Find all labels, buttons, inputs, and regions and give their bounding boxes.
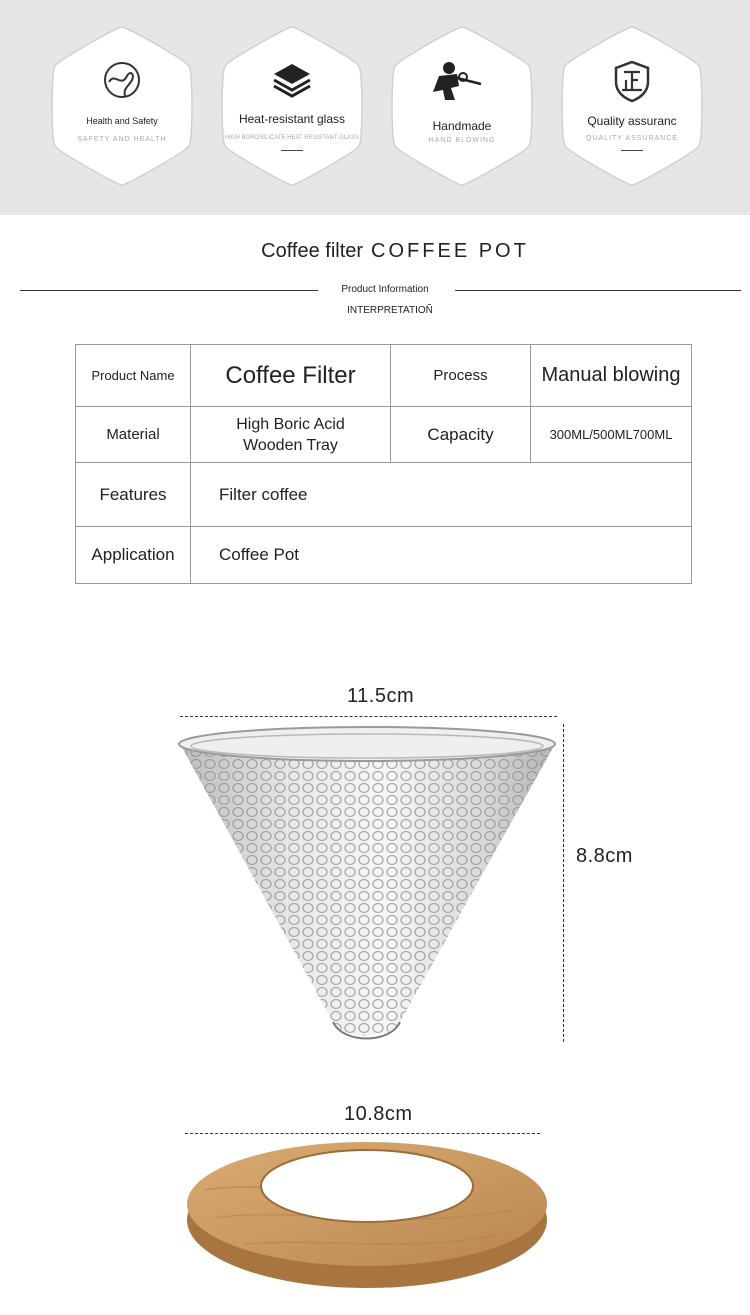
feature-subtitle: HIGH BOROSILICATE HEAT RESISTANT GLASS [224,135,360,141]
tray-width-line [185,1133,540,1134]
material-value-line2: Wooden Tray [243,436,338,454]
section-heading [0,240,750,263]
features-label: Features [76,463,191,527]
feature-health-safety [49,24,195,188]
feature-title: Heat-resistant glass [238,112,346,126]
glass-filter-image [175,722,560,1048]
glass-layers-icon [267,58,317,104]
spec-table [75,344,692,584]
table-row [76,345,692,407]
subheading-line2: INTERPRETATIOÑ [347,305,433,316]
capacity-label: Capacity [391,407,531,463]
table-row [76,463,692,527]
feature-title: Health and Safety [86,116,158,126]
heading-part2: COFFEE POT [371,240,529,262]
material-value-line1: High Boric Acid [236,415,345,433]
hexagon-frame [219,24,365,188]
application-label: Application [76,527,191,584]
feature-heat-resistant [219,24,365,188]
heart-leaf-icon [97,58,147,104]
feature-subtitle: SAFETY AND HEALTH [77,136,167,143]
heading-part1: Coffee filter [261,240,364,262]
process-label: Process [391,345,531,407]
process-value: Manual blowing [531,345,692,407]
filter-height-line [563,724,564,1042]
feature-subtitle: QUALITY ASSURANCE [586,135,678,142]
quality-shield-icon [607,58,657,104]
hexagon-frame [49,24,195,188]
material-label: Material [76,407,191,463]
divider [621,150,643,151]
product-name-value: Coffee Filter [191,345,391,407]
product-name-label: Product Name [76,345,191,407]
feature-title: Quality assuranc [587,114,677,128]
feature-quality [559,24,705,188]
divider [281,150,303,151]
feature-handmade [389,24,535,188]
hexagon-frame [559,24,705,188]
application-value: Coffee Pot [191,527,692,584]
feature-title: Handmade [432,119,492,133]
wooden-tray-image [185,1140,550,1290]
tray-width-label: 10.8cm [344,1103,413,1125]
table-row [76,407,692,463]
feature-subtitle: HAND BLOWING [428,137,496,144]
table-row [76,527,692,584]
filter-height-label: 8.8cm [576,845,633,867]
filter-width-label: 11.5cm [347,685,415,707]
subheading-line1: Product Information [341,284,429,295]
capacity-value: 300ML/500ML700ML [531,407,692,463]
filter-width-line [180,716,557,717]
hexagon-frame [389,24,535,188]
glassblower-icon [429,58,489,104]
features-value: Filter coffee [191,463,692,527]
material-value [191,407,391,463]
